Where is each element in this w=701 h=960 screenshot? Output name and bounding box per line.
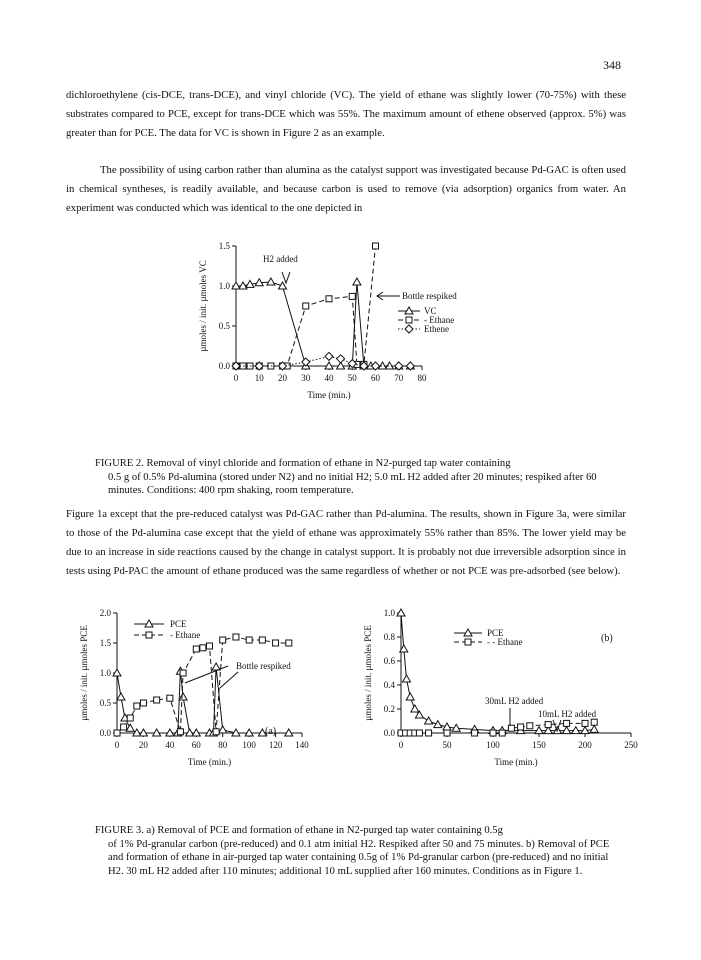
annotation-30ml-h2: 30mL H2 added — [485, 696, 544, 706]
legend-label-0: PCE — [170, 619, 187, 629]
x-tick-label: 80 — [417, 373, 427, 383]
y-tick-label: 0.0 — [99, 728, 111, 738]
y-tick-label: 1.0 — [218, 281, 230, 291]
annotation-bottle-respiked: Bottle respiked — [402, 291, 457, 301]
figure-2-caption-line1: FIGURE 2. Removal of vinyl chloride and formation of ethane in N2-purged tap water containing — [95, 458, 511, 469]
legend-label-1: - Ethane — [170, 630, 201, 640]
x-tick-label: 20 — [138, 740, 148, 750]
data-point-ethane — [591, 719, 597, 725]
x-tick-label: 100 — [242, 740, 256, 750]
y-tick-label: 0.0 — [383, 728, 395, 738]
x-tick-label: 30 — [301, 373, 311, 383]
x-tick-label: 250 — [624, 740, 638, 750]
annotation-bottle-respiked: Bottle respiked — [236, 661, 291, 671]
page-number: 348 — [603, 58, 621, 72]
data-point-pce — [403, 675, 411, 682]
data-point-ethane — [472, 730, 478, 736]
figure-3-caption-line1: FIGURE 3. a) Removal of PCE and formation of ethane in N2-purged tap water containing 0.5g — [95, 825, 503, 836]
y-tick-label: 0.2 — [383, 704, 395, 714]
data-point-ethane — [499, 730, 505, 736]
data-point-ethane — [508, 725, 514, 731]
x-axis-label: Time (min.) — [494, 757, 538, 767]
y-tick-label: 0.0 — [218, 361, 230, 371]
legend-label-2: Ethene — [424, 324, 449, 334]
y-axis-label: µmoles / init. µmoles PCE — [79, 625, 89, 721]
data-point-ethane — [490, 730, 496, 736]
y-tick-label: 0.4 — [383, 680, 395, 690]
paragraph-1: dichloroethylene (cis-DCE, trans-DCE), and vinyl chloride (VC). The yield of ethane was slightly lower (70-75%) with these substrates compared to PCE, except for trans-DCE which was 55%. The maximum amount of ethene observed (approx. 5%) was greater than for PCE. The data for VC is shown in Figure 2 as an example. — [66, 89, 626, 139]
x-tick-label: 40 — [324, 373, 334, 383]
x-tick-label: 200 — [578, 740, 592, 750]
y-tick-label: 0.5 — [218, 321, 230, 331]
figure-3-caption — [95, 824, 615, 878]
x-tick-label: 140 — [295, 740, 309, 750]
panel-label-b: (b) — [601, 633, 613, 644]
data-point-ethane — [564, 720, 570, 726]
x-tick-label: 80 — [218, 740, 228, 750]
paragraph-3: Figure 1a except that the pre-reduced catalyst was Pd-GAC rather than Pd-alumina. The results, shown in Figure 3a, were similar to those of the Pd-alumina case except that the yield of ethane was approximately 55% rather than 85%. The lower yield may be due to an increase in side reactions caused by the change in catalyst support. It is probably not due irreversible adsorption since in tests using Pd-PAC the amount of ethane produced was the same regardless of whether or not PCE was pre-adsorbed (see below). — [66, 508, 626, 577]
y-tick-label: 1.0 — [383, 608, 395, 618]
x-tick-label: 20 — [278, 373, 287, 383]
data-point-ethane — [518, 724, 524, 730]
x-tick-label: 0 — [398, 740, 404, 750]
figure-2-caption-rest: 0.5 g of 0.5% Pd-alumina (stored under N2) and no initial H2; 5.0 mL H2 added after 20 minutes; respiked after 60 minutes. Conditions: 400 rpm shaking, room temperature. — [108, 471, 597, 496]
legend-label-0: PCE — [487, 628, 504, 638]
x-tick-label: 50 — [347, 373, 357, 383]
annotation-h2-added: H2 added — [263, 254, 298, 264]
y-tick-label: 2.0 — [99, 608, 111, 618]
data-point-pce — [406, 693, 414, 700]
data-point-pce — [590, 725, 598, 732]
y-tick-label: 0.6 — [383, 656, 395, 666]
x-tick-label: 100 — [486, 740, 500, 750]
data-point-pce — [425, 717, 433, 724]
paragraph-2: The possibility of using carbon rather than alumina as the catalyst support was investigated because Pd-GAC is often used in chemical syntheses, is readily available, and because carbon is used to remove (via adsorption) organics from water. An experiment was conducted which was identical to the one depicted in — [66, 164, 626, 214]
x-tick-label: 60 — [371, 373, 380, 383]
x-tick-label: 0 — [114, 740, 120, 750]
panel-label-a: (a) — [265, 726, 277, 737]
x-tick-label: 40 — [165, 740, 175, 750]
x-tick-label: 10 — [254, 373, 264, 383]
y-tick-label: 1.5 — [218, 241, 230, 251]
data-point-ethane — [545, 722, 551, 728]
x-axis-label: Time (min.) — [187, 757, 232, 767]
data-point-ethane — [582, 720, 588, 726]
y-axis-label: µmoles / init. µmoles VC — [198, 260, 208, 352]
data-point-pce — [434, 721, 442, 728]
data-point-ethane — [444, 730, 450, 736]
x-tick-label: 120 — [268, 740, 283, 750]
x-tick-label: 0 — [233, 373, 239, 383]
data-point-ethane — [426, 730, 432, 736]
y-tick-label: 1.5 — [99, 638, 111, 648]
legend-label-0: VC — [424, 306, 437, 316]
data-point-ethane — [416, 730, 422, 736]
annotation-10ml-h2: 10mL H2 added — [538, 709, 597, 719]
x-tick-label: 60 — [191, 740, 201, 750]
x-tick-label: 70 — [394, 373, 404, 383]
legend-label-1: - Ethane — [424, 315, 455, 325]
y-tick-label: 0.8 — [383, 632, 395, 642]
y-tick-label: 0.5 — [99, 698, 111, 708]
y-tick-label: 1.0 — [99, 668, 111, 678]
legend-label-1: - - Ethane — [487, 637, 523, 647]
figure-3-caption-rest: of 1% Pd-granular carbon (pre-reduced) and 0.1 atm initial H2. Respiked after 50 and 75 minutes. b) Removal of PCE and formation of ethane in air-purged tap water containing 0.5g of 1% Pd-granular carbon (pre-reduced) and no initial H2. 30 mL H2 added after 110 minutes; additional 10 mL supplied after 160 minutes. Conditions as in Figure 1. — [108, 838, 610, 877]
legend-marker — [465, 639, 471, 645]
y-axis-label: µmoles / init. µmoles PCE — [363, 625, 373, 721]
data-point-pce — [411, 705, 419, 712]
x-tick-label: 150 — [532, 740, 546, 750]
x-axis-label: Time (min.) — [307, 390, 351, 400]
data-point-ethane — [527, 723, 533, 729]
x-tick-label: 50 — [442, 740, 452, 750]
